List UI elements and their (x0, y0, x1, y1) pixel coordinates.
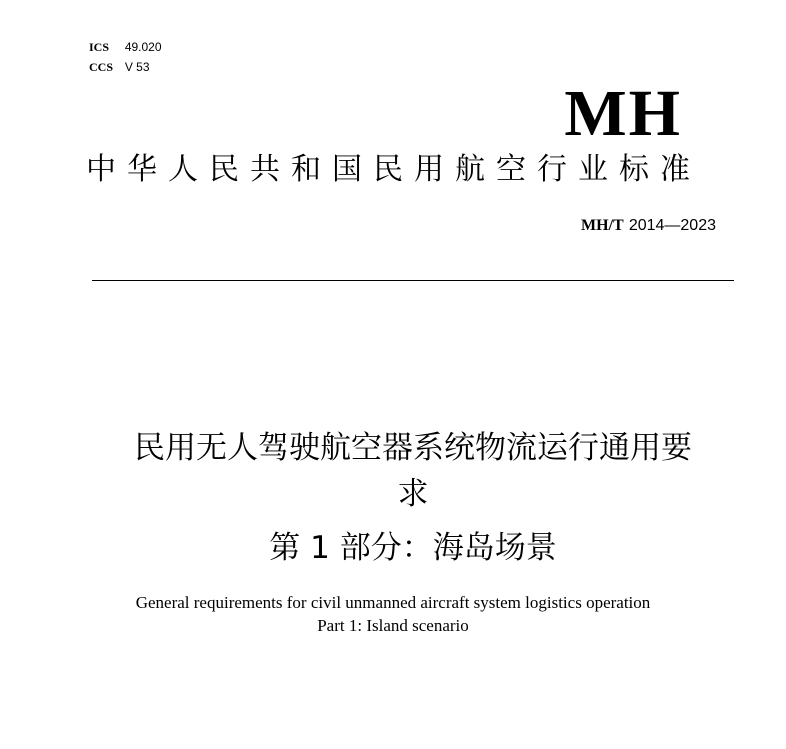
ccs-value: V 53 (124, 60, 150, 74)
english-part-title: Part 1: Island scenario (317, 616, 469, 635)
chinese-part-title: 第 1 部分：海岛场景 (269, 530, 557, 566)
chinese-title (96, 425, 730, 571)
ics-row (89, 37, 162, 57)
standard-number-prefix: MH/T (581, 217, 624, 234)
ics-value: 49.020 (124, 40, 162, 54)
header-divider (92, 280, 734, 281)
standard-number (581, 214, 716, 237)
chinese-title-line-2: 求 (397, 476, 429, 512)
english-title (60, 591, 726, 637)
mh-logo: MH (564, 77, 682, 150)
ccs-label: CCS (89, 60, 114, 74)
ccs-row (89, 57, 162, 77)
ics-label: ICS (89, 40, 110, 54)
chinese-title-line-1: 民用无人驾驶航空器系统物流运行通用要 (134, 430, 692, 466)
organization-title: 中华人民共和国民用航空行业标准 (86, 152, 701, 187)
english-title-line-1: General requirements for civil unmanned aircraft system logistics operation (135, 593, 651, 612)
standard-number-id: 2014—2023 (628, 217, 716, 234)
classification-codes (89, 37, 162, 77)
